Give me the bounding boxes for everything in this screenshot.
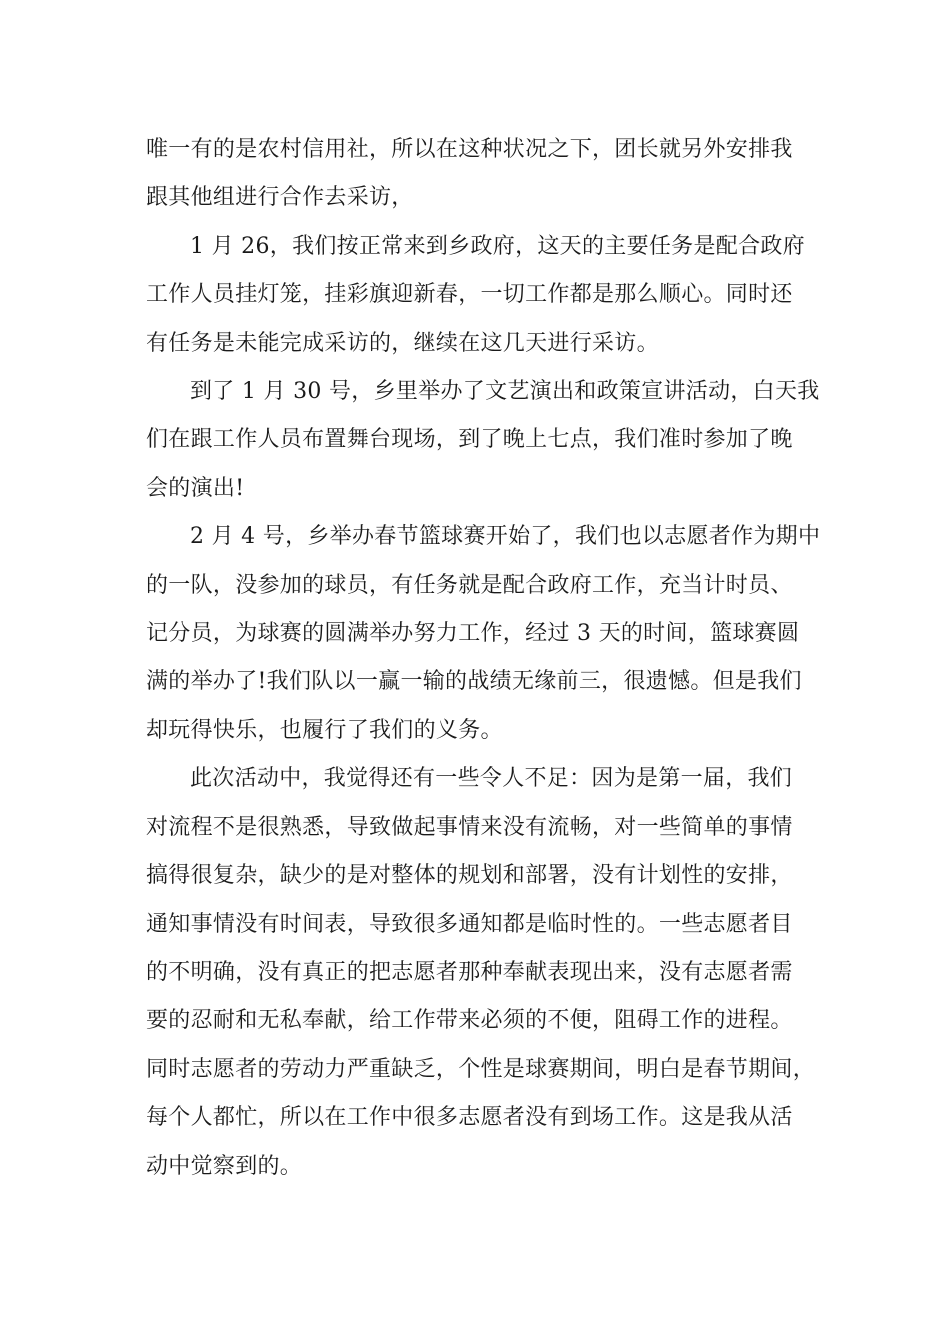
text-line: 此次活动中，我觉得还有一些令人不足：因为是第一届，我们 bbox=[190, 766, 793, 792]
text-line: 的不明确，没有真正的把志愿者那种奉献表现出来，没有志愿者需 bbox=[146, 959, 793, 985]
text-line: 满的举办了!我们队以一赢一输的战绩无缘前三，很遗憾。但是我们 bbox=[146, 669, 802, 695]
text-line: 的一队，没参加的球员，有任务就是配合政府工作，充当计时员、 bbox=[146, 572, 793, 598]
text-line: 有任务是未能完成采访的，继续在这几天进行采访。 bbox=[146, 330, 659, 356]
text-line: 对流程不是很熟悉，导致做起事情来没有流畅，对一些简单的事情 bbox=[146, 814, 793, 840]
text-line: 跟其他组进行合作去采访， bbox=[146, 185, 414, 211]
text-line: 动中觉察到的。 bbox=[146, 1153, 303, 1179]
text-line: 1 月 26，我们按正常来到乡政府，这天的主要任务是配合政府 bbox=[190, 233, 805, 259]
text-line: 每个人都忙，所以在工作中很多志愿者没有到场工作。这是我从活 bbox=[146, 1105, 793, 1131]
paragraph-3 bbox=[146, 368, 826, 513]
document-body bbox=[146, 126, 826, 1191]
text-line: 却玩得快乐，也履行了我们的义务。 bbox=[146, 717, 503, 743]
text-line: 唯一有的是农村信用社，所以在这种状况之下，团长就另外安排我 bbox=[146, 137, 793, 162]
paragraph-2 bbox=[146, 223, 826, 368]
text-line: 2 月 4 号，乡举办春节篮球赛开始了，我们也以志愿者作为期中 bbox=[190, 524, 821, 550]
text-line: 会的演出! bbox=[146, 475, 245, 501]
paragraph-5 bbox=[146, 755, 826, 1191]
text-line: 到了 1 月 30 号，乡里举办了文艺演出和政策宣讲活动，白天我 bbox=[190, 379, 820, 405]
text-line: 通知事情没有时间表，导致很多通知都是临时性的。一些志愿者目 bbox=[146, 911, 793, 937]
text-line: 同时志愿者的劳动力严重缺乏，个性是球赛期间，明白是春节期间， bbox=[146, 1056, 816, 1082]
text-line: 记分员，为球赛的圆满举办努力工作，经过 3 天的时间，篮球赛圆 bbox=[146, 621, 800, 647]
text-line: 搞得很复杂，缺少的是对整体的规划和部署，没有计划性的安排， bbox=[146, 863, 793, 889]
paragraph-1 bbox=[146, 126, 826, 223]
text-line: 们在跟工作人员布置舞台现场，到了晚上七点，我们准时参加了晚 bbox=[146, 427, 793, 453]
text-line: 要的忍耐和无私奉献，给工作带来必须的不便，阻碍工作的进程。 bbox=[146, 1008, 793, 1034]
paragraph-4 bbox=[146, 513, 826, 755]
text-line: 工作人员挂灯笼，挂彩旗迎新春，一切工作都是那么顺心。同时还 bbox=[146, 282, 793, 308]
